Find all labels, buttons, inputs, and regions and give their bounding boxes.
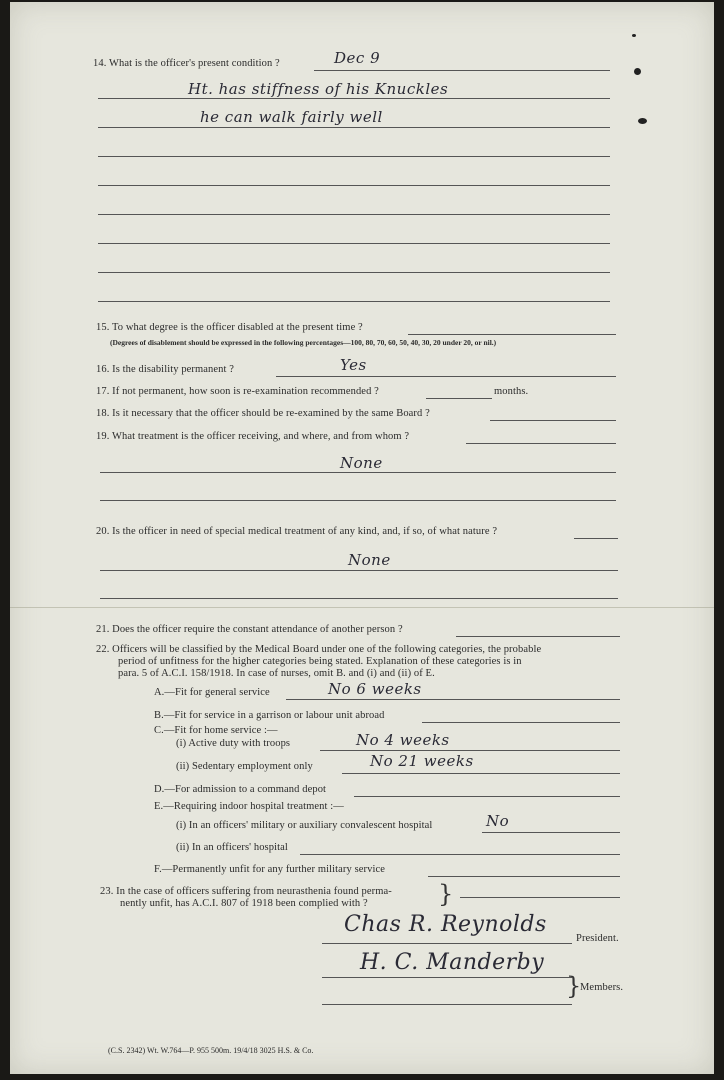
president-line[interactable] xyxy=(322,943,572,944)
q19-line[interactable] xyxy=(466,443,616,444)
q17-suffix: months. xyxy=(494,386,529,397)
q22-c-label: C.—Fit for home service :— xyxy=(154,725,278,736)
brace: } xyxy=(438,880,454,908)
q14-line[interactable] xyxy=(98,214,610,215)
q22-e-ii-label: (ii) In an officers' hospital xyxy=(176,842,288,853)
q22-e-i-line[interactable] xyxy=(482,832,620,833)
q22-b-line[interactable] xyxy=(422,722,620,723)
president-label: President. xyxy=(576,933,619,944)
q22-c-i-label: (i) Active duty with troops xyxy=(176,738,291,749)
q20-line[interactable] xyxy=(100,598,618,599)
q20-answer: None xyxy=(348,551,391,569)
form-sheet xyxy=(10,2,714,1074)
q22-d-label: D.—For admission to a command depot xyxy=(154,784,327,795)
ink-spot xyxy=(638,118,647,124)
q22-a-line[interactable] xyxy=(286,699,620,700)
president-signature: Chas R. Reynolds xyxy=(344,912,547,937)
q15-label: 15. To what degree is the officer disabled at the present time ? xyxy=(96,322,363,333)
q17-line[interactable] xyxy=(426,398,492,399)
q14-line[interactable] xyxy=(98,156,610,157)
q14-line[interactable] xyxy=(98,98,610,99)
q22-e-ii-line[interactable] xyxy=(300,854,620,855)
ink-spot xyxy=(632,34,636,37)
q22-a-label: A.—Fit for general service xyxy=(154,687,270,698)
q21-line[interactable] xyxy=(456,636,620,637)
q23-label: 23. In the case of officers suffering from neurasthenia found perma- xyxy=(100,886,392,897)
q23-line[interactable] xyxy=(460,897,620,898)
q18-line[interactable] xyxy=(490,420,616,421)
q22-c-i-line[interactable] xyxy=(320,750,620,751)
q22-intro: period of unfitness for the higher categories being stated. Explanation of these categories is in xyxy=(118,656,522,667)
q22-c-ii-line[interactable] xyxy=(342,773,620,774)
q22-e-label: E.—Requiring indoor hospital treatment :— xyxy=(154,801,344,812)
fold-crease xyxy=(10,607,714,608)
footer-print-code: (C.S. 2342) Wt. W.764—P. 955 500m. 19/4/18 3025 H.S. & Co. xyxy=(108,1046,314,1055)
member-line[interactable] xyxy=(322,1004,572,1005)
q22-f-line[interactable] xyxy=(428,876,620,877)
q19-label: 19. What treatment is the officer receiving, and where, and from whom ? xyxy=(96,431,410,442)
q14-line[interactable] xyxy=(314,70,610,71)
q22-f-label: F.—Permanently unfit for any further military service xyxy=(154,864,386,875)
q16-line[interactable] xyxy=(276,376,616,377)
q22-e-i-label: (i) In an officers' military or auxiliary convalescent hospital xyxy=(176,820,433,831)
q20-line[interactable] xyxy=(574,538,618,539)
q14-line[interactable] xyxy=(98,185,610,186)
q15-line[interactable] xyxy=(408,334,616,335)
q14-label: 14. What is the officer's present condition ? xyxy=(93,58,280,69)
member-line[interactable] xyxy=(322,977,572,978)
q20-label: 20. Is the officer in need of special medical treatment of any kind, and, if so, of what nature ? xyxy=(96,526,498,537)
q14-line[interactable] xyxy=(98,127,610,128)
q15-note: (Degrees of disablement should be expressed in the following percentages—100, 80, 70, 60, 50, 40, 30, 20 under 20, or nil.) xyxy=(110,338,497,347)
q22-e-i-answer: No xyxy=(486,812,510,830)
q18-label: 18. Is it necessary that the officer should be re-examined by the same Board ? xyxy=(96,408,430,419)
q22-intro: 22. Officers will be classified by the Medical Board under one of the following categories, the probable xyxy=(96,644,542,655)
q22-c-ii-label: (ii) Sedentary employment only xyxy=(176,761,313,772)
q20-line[interactable] xyxy=(100,570,618,571)
q22-d-line[interactable] xyxy=(354,796,620,797)
q16-answer: Yes xyxy=(340,356,367,374)
q19-line[interactable] xyxy=(100,472,616,473)
q22-c-i-answer: No 4 weeks xyxy=(356,731,450,749)
q14-answer-date: Dec 9 xyxy=(334,49,381,67)
q14-line[interactable] xyxy=(98,301,610,302)
q14-answer-line2: he can walk fairly well xyxy=(200,108,383,126)
q16-label: 16. Is the disability permanent ? xyxy=(96,364,235,375)
q22-b-label: B.—Fit for service in a garrison or labour unit abroad xyxy=(154,710,385,721)
q22-intro: para. 5 of A.C.I. 158/1918. In case of nurses, omit B. and (i) and (ii) of E. xyxy=(118,668,435,679)
q19-answer: None xyxy=(340,454,383,472)
q21-label: 21. Does the officer require the constant attendance of another person ? xyxy=(96,624,403,635)
ink-spot xyxy=(634,68,641,75)
q22-a-answer: No 6 weeks xyxy=(328,680,422,698)
members-label: Members. xyxy=(580,982,624,993)
q14-answer-line1: Ht. has stiffness of his Knuckles xyxy=(188,80,449,98)
q14-line[interactable] xyxy=(98,243,610,244)
q19-line[interactable] xyxy=(100,500,616,501)
q23-label: nently unfit, has A.C.I. 807 of 1918 been complied with ? xyxy=(120,898,368,909)
q17-label: 17. If not permanent, how soon is re-examination recommended ? xyxy=(96,386,379,397)
brace: } xyxy=(566,972,582,1000)
q22-c-ii-answer: No 21 weeks xyxy=(370,752,474,770)
q14-line[interactable] xyxy=(98,272,610,273)
member-signature: H. C. Manderby xyxy=(360,950,545,975)
